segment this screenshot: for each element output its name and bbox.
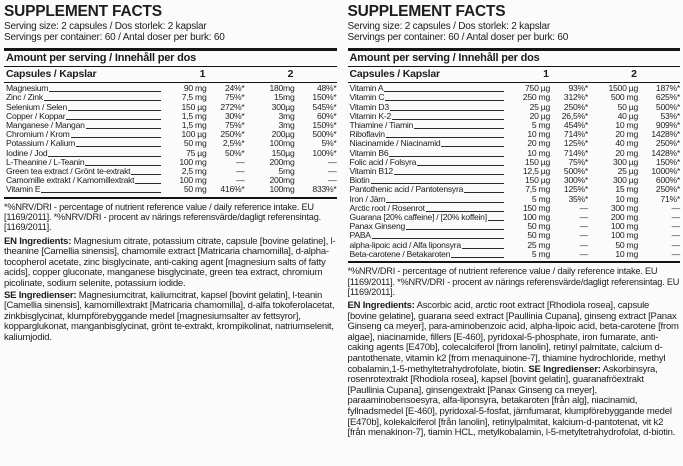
- amount-capsule-1: 5 mg: [531, 248, 550, 259]
- nrv-capsule-2: 48%*: [316, 83, 337, 94]
- leader-line: [49, 91, 160, 92]
- nutrient-name: Manganese / Mangan: [6, 119, 85, 130]
- nrv-capsule-1: 75%*: [224, 119, 245, 130]
- amount-capsule-1: 50 mg: [183, 138, 207, 149]
- amount-capsule-1: 5 mg: [531, 193, 550, 204]
- ingredients-label: SE Ingredienser:: [4, 289, 77, 301]
- amount-capsule-1: 75 µg: [186, 147, 207, 158]
- nutrient-name: Iodine / Jod: [6, 147, 48, 158]
- amount-capsule-2: 10 mg: [615, 193, 638, 204]
- amount-capsule-2: 1500 µg: [608, 83, 638, 94]
- nrv-capsule-2: —: [671, 211, 680, 222]
- panel-title: SUPPLEMENT FACTS: [347, 3, 506, 20]
- amount-capsule-2: 50 mg: [615, 239, 638, 250]
- leader-line: [86, 128, 161, 129]
- nrv-capsule-1: 75%*: [224, 92, 245, 103]
- divider: [4, 197, 337, 199]
- nutrient-table: [4, 83, 337, 195]
- serving-size: Serving size: 2 capsules / Dos storlek: 2 kapslar: [347, 21, 551, 32]
- nutrient-name: Folic acid / Folsyra: [349, 156, 417, 167]
- nutrient-name: Copper / Koppar: [6, 110, 66, 121]
- nrv-capsule-2: —: [671, 230, 680, 241]
- amount-capsule-1: 150 µg: [181, 101, 207, 112]
- amount-capsule-1: 150 µg: [525, 175, 550, 186]
- ingredients-paragraph: SE Ingredienser: Magnesiumcitrat, kaliumcitrat, kapsel [bovint gelatin], l-teanin [Camellia sinensis], kamomillextrakt [Matricaria chamomilla], d-alfa tokoferolacetat, zinkbisglycinat, klumpförebyggande medel [magnesiumsalter av fettsyror], kopparglukonat, manganbisglycinat, grönt te-extrakt, krompikolinat, natriumselenit, kaliumjodid.: [4, 289, 335, 343]
- nrv-capsule-1: 454%*: [563, 119, 588, 130]
- amount-capsule-1: 2,5 mg: [181, 165, 207, 176]
- column-1-header: 1: [543, 67, 549, 80]
- amount-capsule-1: 100 mg: [179, 175, 207, 186]
- nutrient-name: Niacinamide / Niacinamid: [349, 138, 441, 149]
- nrv-capsule-2: —: [328, 175, 337, 186]
- nrv-capsule-1: —: [236, 165, 245, 176]
- nutrient-name: Vitamin C: [349, 92, 385, 103]
- nrv-capsule-1: 125%*: [563, 184, 588, 195]
- amount-capsule-1: 25 mg: [527, 239, 550, 250]
- nrv-capsule-1: —: [579, 221, 588, 232]
- nrv-capsule-1: —: [579, 239, 588, 250]
- nrv-capsule-2: 5%*: [321, 138, 337, 149]
- nutrient-name: Iron / Järn: [349, 193, 386, 204]
- nrv-capsule-1: 714%*: [563, 147, 588, 158]
- amount-capsule-1: 20 mg: [527, 138, 550, 149]
- column-1-header: 1: [199, 67, 206, 80]
- nutrient-name: Pantothenic acid / Pantotensyra: [349, 184, 464, 195]
- leader-line: [462, 248, 504, 249]
- column-2-header: 2: [287, 67, 294, 80]
- amount-capsule-2: 100mg: [269, 184, 295, 195]
- nutrient-name: Vitamin K-2: [349, 110, 392, 121]
- amount-capsule-1: 150 mg: [522, 202, 550, 213]
- amount-capsule-2: 5mg: [278, 165, 295, 176]
- amount-capsule-2: 10 mg: [615, 119, 638, 130]
- nutrient-name: Zinc / Zink: [6, 92, 43, 103]
- nrv-capsule-1: 272%*: [220, 101, 245, 112]
- nrv-capsule-2: 545%*: [312, 101, 337, 112]
- nutrient-name: PABA: [349, 230, 371, 241]
- nutrient-name: L-Theanine / L-Teanin: [6, 156, 85, 167]
- nrv-capsule-2: 250%*: [655, 138, 680, 149]
- amount-capsule-2: 100mg: [269, 138, 295, 149]
- nrv-capsule-2: —: [671, 202, 680, 213]
- supplement-panel-minerals: [4, 3, 337, 440]
- amount-capsule-1: 150 µg: [525, 156, 550, 167]
- nrv-capsule-2: 625%*: [655, 92, 680, 103]
- leader-line: [135, 183, 160, 184]
- amount-capsule-2: 150µg: [271, 147, 295, 158]
- nutrient-row: [6, 185, 337, 194]
- nrv-capsule-2: 833%*: [312, 184, 337, 195]
- leader-line: [41, 192, 160, 193]
- nutrient-name: Biotin: [349, 175, 370, 186]
- nutrient-name: Vitamin D3: [349, 101, 389, 112]
- nrv-capsule-2: 1428%*: [651, 129, 680, 140]
- amount-capsule-1: 1,5 mg: [181, 119, 207, 130]
- leader-line: [131, 174, 160, 175]
- nrv-capsule-1: 250%*: [563, 101, 588, 112]
- ingredients-paragraph: EN Ingredients: Ascorbic acid, arctic root extract [Rhodiola rosea], capsule [bovine gelatine], guarana seed extract [Paullinia Cupana], ginseng extract [Panax Ginseng ca meyer], para-aminobenzoic acid, alpha-lipoic acid, beta-carotene [from algae], niacinamide, fillers [E-460], pyridoxal-5-phosphate, iron fumarate, anti-caking agents [E470b], colecalciferol [from lanolin], retinyl palmitate, calcium d-pantothenate, vitamin k2 [from menaquinone-7], thiamine hydrochloride, methyl cobalamin,1-5-methyltetrahydrofolate, biotin. SE Ingredienser: Askorbinsyra, rosenrotextrakt [Rhodiola rosea], kapsel [bovint gelatin], guaranafröextrakt [Paullinia Cupana], ginsengextrakt [Panax Ginseng ca meyer], paraaminobensoesyra, alfa-liponsyra, betakaroten [från alg], niacinamid, fyllnadsmedel [E-460], pyridoxal-5-fosfat, järnfumarat, klumpförebyggande medel [E470b], kolekalciferol [från lanolin], retinylpalmitat, kalcium-d-pantotenat, vit k2 [från menakinon-7], tiamin HCL, metylkobalamin, l-5-metyltetrahydrofolat, d-biotin.: [347, 300, 679, 439]
- nrv-capsule-2: 909%*: [655, 119, 680, 130]
- capsules-header-label: Capsules / Kapslar: [6, 67, 97, 80]
- amount-capsule-2: 200mg: [269, 175, 295, 186]
- nrv-capsule-1: 50%*: [224, 147, 245, 158]
- leader-line: [394, 174, 504, 175]
- nrv-capsule-1: —: [579, 202, 588, 213]
- leader-line: [76, 146, 160, 147]
- amount-capsule-2: 100 mg: [610, 221, 638, 232]
- nutrient-name: Green tea extract / Grönt te-extrakt: [6, 165, 131, 176]
- amount-capsule-2: 3mg: [278, 110, 295, 121]
- nrv-capsule-2: 100%*: [312, 147, 337, 158]
- nutrient-name: Arctic root / Rosenrot: [349, 202, 425, 213]
- nrv-capsule-1: 416%*: [220, 184, 245, 195]
- amount-capsule-2: 15 mg: [615, 184, 638, 195]
- amount-capsule-1: 12,5 µg: [522, 165, 550, 176]
- amount-capsule-2: 40 mg: [615, 138, 638, 149]
- ingredients-label: EN Ingredients:: [4, 235, 72, 247]
- divider: [348, 261, 681, 263]
- ingredients-paragraph: EN Ingredients: Magnesium citrate, potassium citrate, capsule [bovine gelatine], l-theanine [Camellia sinensis], chamomile extract [Matricaria chamomilla], d-alpha-tocopherol acetate, zinc bisglycinate, anti-caking agent [magnesium salts of fatty acids], copper gluconate, manganese bisglycinate, green tea extract, chromium picolinate, sodium selenite, potassium iodide.: [4, 235, 336, 290]
- amount-capsule-1: 50 mg: [527, 230, 550, 241]
- nrv-capsule-2: 500%*: [655, 101, 680, 112]
- amount-capsule-2: 300 µg: [613, 175, 638, 186]
- amount-capsule-2: 15mg: [274, 92, 295, 103]
- nutrient-name: Thiamine / Tiamin: [349, 119, 414, 130]
- nrv-capsule-1: 35%*: [568, 193, 588, 204]
- nrv-capsule-2: 250%*: [655, 184, 680, 195]
- nrv-capsule-1: 30%*: [224, 110, 245, 121]
- nrv-capsule-2: 150%*: [655, 156, 680, 167]
- amount-capsule-2: 180mg: [269, 83, 295, 94]
- nrv-capsule-2: —: [671, 221, 680, 232]
- amount-capsule-1: 100 mg: [179, 156, 207, 167]
- ingredients-section: [4, 237, 337, 344]
- panel-title: SUPPLEMENT FACTS: [4, 3, 162, 20]
- leader-line: [451, 257, 504, 258]
- nrv-capsule-1: —: [579, 230, 588, 241]
- nrv-capsule-1: —: [236, 156, 245, 167]
- amount-capsule-2: 200µg: [271, 129, 295, 140]
- nutrient-name: Potassium / Kalium: [6, 138, 76, 149]
- nrv-capsule-1: —: [236, 175, 245, 186]
- serving-size: Serving size: 2 capsules / Dos storlek: 2 kapslar: [4, 21, 207, 32]
- amount-capsule-2: 20 mg: [615, 129, 638, 140]
- amount-capsule-2: 50 µg: [617, 101, 638, 112]
- leader-line: [71, 137, 161, 138]
- nutrient-name: Vitamin E: [6, 184, 41, 195]
- leader-line: [417, 165, 504, 166]
- nutrient-name: Magnesium: [6, 83, 49, 94]
- leader-line: [464, 192, 504, 193]
- nutrient-name: Panax Ginseng: [349, 221, 406, 232]
- nutrient-name: Vitamin B12: [349, 165, 393, 176]
- nrv-capsule-1: 250%*: [220, 129, 245, 140]
- nrv-capsule-2: —: [671, 239, 680, 250]
- leader-line: [385, 100, 504, 101]
- nrv-footnote: *%NRV/DRI - percentage of nutrient reference value / daily reference intake. EU [1169/2011]. *%NRV/DRI - procent av närings referensvärde/dagligt referensintag. [1169/2011].: [4, 202, 321, 233]
- nutrient-name: Vitamin B6: [349, 147, 389, 158]
- nutrient-name: Guarana [20% caffeine] / [20% koffein]: [349, 211, 487, 222]
- nrv-capsule-2: 500%*: [312, 129, 337, 140]
- nrv-capsule-2: 1000%*: [651, 165, 680, 176]
- leader-line: [441, 146, 504, 147]
- nrv-capsule-2: 1428%*: [651, 147, 680, 158]
- nrv-capsule-1: 26,5%*: [561, 110, 588, 121]
- nrv-capsule-2: 150%*: [312, 119, 337, 130]
- amount-capsule-2: 300µg: [271, 101, 295, 112]
- amount-capsule-1: 1,5 mg: [181, 110, 207, 121]
- amount-capsule-1: 90 mg: [183, 83, 207, 94]
- leader-line: [68, 110, 161, 111]
- amount-capsule-1: 20 µg: [529, 110, 550, 121]
- amount-capsule-1: 750 µg: [525, 83, 550, 94]
- ingredients-section: [348, 301, 681, 439]
- amount-capsule-1: 50 mg: [183, 184, 207, 195]
- amount-capsule-2: 10 mg: [615, 248, 638, 259]
- nutrient-table: [348, 83, 681, 259]
- leader-line: [488, 220, 504, 221]
- nutrient-name: Riboflavin: [349, 129, 385, 140]
- amount-capsule-1: 7,5 mg: [181, 92, 207, 103]
- nrv-capsule-1: —: [579, 248, 588, 259]
- amount-capsule-2: 3mg: [278, 119, 295, 130]
- amount-capsule-1: 5 mg: [531, 119, 550, 130]
- leader-line: [384, 91, 504, 92]
- amount-per-serving-header: Amount per serving / Innehåll per dos: [349, 51, 540, 64]
- amount-capsule-2: 300 µg: [613, 156, 638, 167]
- amount-capsule-1: 100 mg: [522, 211, 550, 222]
- nrv-capsule-2: 53%*: [660, 110, 680, 121]
- nutrient-row: [350, 250, 681, 259]
- nrv-capsule-1: 300%*: [563, 175, 588, 186]
- amount-capsule-2: 25 µg: [617, 165, 638, 176]
- nrv-capsule-1: 93%*: [568, 83, 588, 94]
- nrv-capsule-1: 2,5%*: [222, 138, 245, 149]
- leader-line: [414, 128, 504, 129]
- amount-capsule-2: 300 mg: [610, 202, 638, 213]
- columns-header: [348, 67, 681, 82]
- nrv-capsule-1: 312%*: [563, 92, 588, 103]
- nrv-capsule-2: —: [328, 165, 337, 176]
- nutrient-name: alpha-lipoic acid / Alfa liponsyra: [349, 239, 461, 250]
- capsules-header-label: Capsules / Kapslar: [349, 67, 440, 80]
- nrv-capsule-2: —: [671, 248, 680, 259]
- supplement-panel-vitamins: [348, 3, 681, 440]
- nrv-footnote: *%NRV/DRI - percentage of nutrient reference value / daily reference intake. EU [1169/2011]. *%NRV/DRI - procent av närings referensvärde/dagligt referensintag. EU [1169/2011].: [347, 266, 680, 297]
- amount-capsule-2: 40 µg: [617, 110, 638, 121]
- column-2-header: 2: [631, 67, 637, 80]
- nutrient-name: Chromium / Krom: [6, 129, 70, 140]
- nrv-capsule-1: 500%*: [563, 165, 588, 176]
- servings-per-container: Servings per container: 60 / Antal doser per burk: 60: [347, 32, 569, 44]
- amount-capsule-1: 100 µg: [181, 129, 207, 140]
- nrv-capsule-2: 187%*: [655, 83, 680, 94]
- leader-line: [390, 110, 504, 111]
- nrv-capsule-2: 150%*: [312, 92, 337, 103]
- amount-capsule-1: 50 mg: [527, 221, 550, 232]
- amount-per-serving-header: Amount per serving / Innehåll per dos: [6, 51, 197, 64]
- amount-capsule-2: 20 mg: [615, 147, 638, 158]
- nrv-capsule-2: —: [328, 156, 337, 167]
- amount-capsule-1: 7,5 mg: [525, 184, 550, 195]
- amount-capsule-2: 100 mg: [610, 230, 638, 241]
- amount-capsule-1: 10 mg: [527, 147, 550, 158]
- amount-capsule-2: 500 mg: [610, 92, 638, 103]
- nrv-capsule-2: 71%*: [660, 193, 680, 204]
- amount-capsule-1: 25 µg: [529, 101, 550, 112]
- nutrient-name: Beta-carotene / Betakaroten: [349, 248, 451, 259]
- nrv-capsule-1: 75%*: [568, 156, 588, 167]
- columns-header: [4, 67, 337, 82]
- amount-capsule-1: 10 mg: [527, 129, 550, 140]
- nrv-capsule-1: 714%*: [563, 129, 588, 140]
- nrv-capsule-2: 60%*: [316, 110, 337, 121]
- nutrient-name: Camomille extrakt / Kamomillextrakt: [6, 175, 135, 186]
- nutrient-name: Vitamin A: [349, 83, 384, 94]
- leader-line: [406, 229, 504, 230]
- amount-capsule-1: 250 mg: [522, 92, 550, 103]
- nutrient-name: Selenium / Selen: [6, 101, 67, 112]
- nrv-capsule-1: 24%*: [224, 83, 245, 94]
- nrv-capsule-2: 600%*: [655, 175, 680, 186]
- nrv-capsule-1: 125%*: [563, 138, 588, 149]
- nrv-capsule-1: —: [579, 211, 588, 222]
- amount-capsule-2: 200 mg: [610, 211, 638, 222]
- servings-per-container: Servings per container: 60 / Antal doser per burk: 60: [4, 32, 225, 44]
- ingredients-label: EN Ingredients:: [347, 300, 415, 312]
- amount-capsule-2: 200mg: [269, 156, 295, 167]
- ingredients-label: SE Ingredienser:: [528, 363, 601, 375]
